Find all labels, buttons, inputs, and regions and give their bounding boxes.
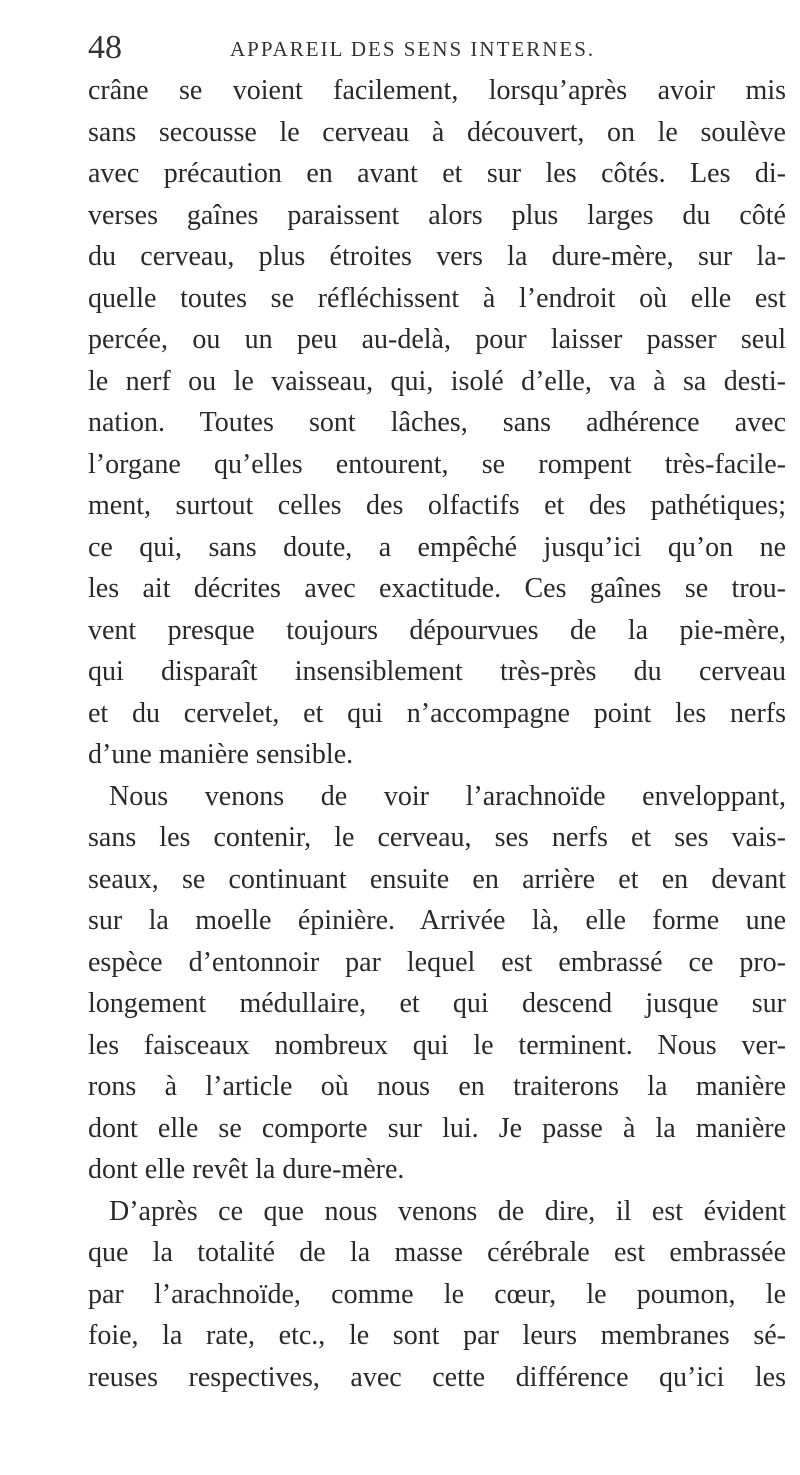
text-line: avec précaution en avant et sur les côtés. Les di- [88, 158, 786, 189]
running-head: APPAREIL DES SENS INTERNES. [230, 37, 596, 61]
text-line: qui disparaît insensiblement très-près du cerveau [88, 656, 786, 687]
text-line: nation. Toutes sont lâches, sans adhérence avec [88, 407, 786, 438]
text-line: et du cervelet, et qui n’accompagne point les nerfs [88, 697, 786, 729]
text-line: espèce d’entonnoir par lequel est embrassé ce pro- [88, 946, 786, 978]
text-line: sur la moelle épinière. Arrivée là, elle forme une [88, 905, 786, 936]
text-line: percée, ou un peu au-delà, pour laisser passer seul [88, 324, 786, 355]
text-line: reuses respectives, avec cette différence qu’ici les [88, 1361, 786, 1393]
text-line: d’une manière sensible. [88, 739, 354, 770]
text-line: les faisceaux nombreux qui le terminent. Nous ver- [88, 1029, 786, 1061]
paragraph-first-line: D’après ce que nous venons de dire, il est évident [109, 1195, 786, 1227]
text-line: ce qui, sans doute, a empêché jusqu’ici qu’on ne [88, 531, 786, 563]
text-line: le nerf ou le vaisseau, qui, isolé d’elle, va à sa desti- [88, 365, 786, 397]
text-line: par l’arachnoïde, comme le cœur, le poumon, le [88, 1278, 786, 1310]
text-line: dont elle revêt la dure-mère. [88, 1154, 405, 1185]
page-number: 48 [88, 29, 122, 66]
text-line: longement médullaire, et qui descend jusque sur [88, 988, 786, 1019]
text-line: quelle toutes se réfléchissent à l’endroit où elle est [88, 282, 786, 314]
text-line: dont elle se comporte sur lui. Je passe à la manière [88, 1112, 786, 1144]
text-line: sans les contenir, le cerveau, ses nerfs et ses vais- [88, 822, 786, 853]
text-line: sans secousse le cerveau à découvert, on le soulève [88, 116, 786, 148]
text-line: crâne se voient facilement, lorsqu’après avoir mis [88, 75, 786, 106]
text-line: l’organe qu’elles entourent, se rompent très-facile- [88, 448, 786, 480]
page-header [88, 28, 788, 68]
text-line: ment, surtout celles des olfactifs et des pathétiques; [88, 490, 786, 521]
text-line: seaux, se continuant ensuite en arrière et en devant [88, 863, 786, 895]
text-line: du cerveau, plus étroites vers la dure-mère, sur la- [88, 241, 786, 272]
body-text [88, 70, 786, 1398]
text-line: les ait décrites avec exactitude. Ces gaînes se trou- [88, 573, 786, 604]
text-line: rons à l’article où nous en traiterons la manière [88, 1071, 786, 1102]
text-line: que la totalité de la masse cérébrale est embrassée [88, 1237, 786, 1268]
text-line: verses gaînes paraissent alors plus larges du côté [88, 199, 786, 231]
paragraph-first-line: Nous venons de voir l’arachnoïde enveloppant, [109, 780, 786, 812]
text-line: foie, la rate, etc., le sont par leurs membranes sé- [88, 1320, 786, 1351]
text-line: vent presque toujours dépourvues de la pie-mère, [88, 614, 786, 646]
